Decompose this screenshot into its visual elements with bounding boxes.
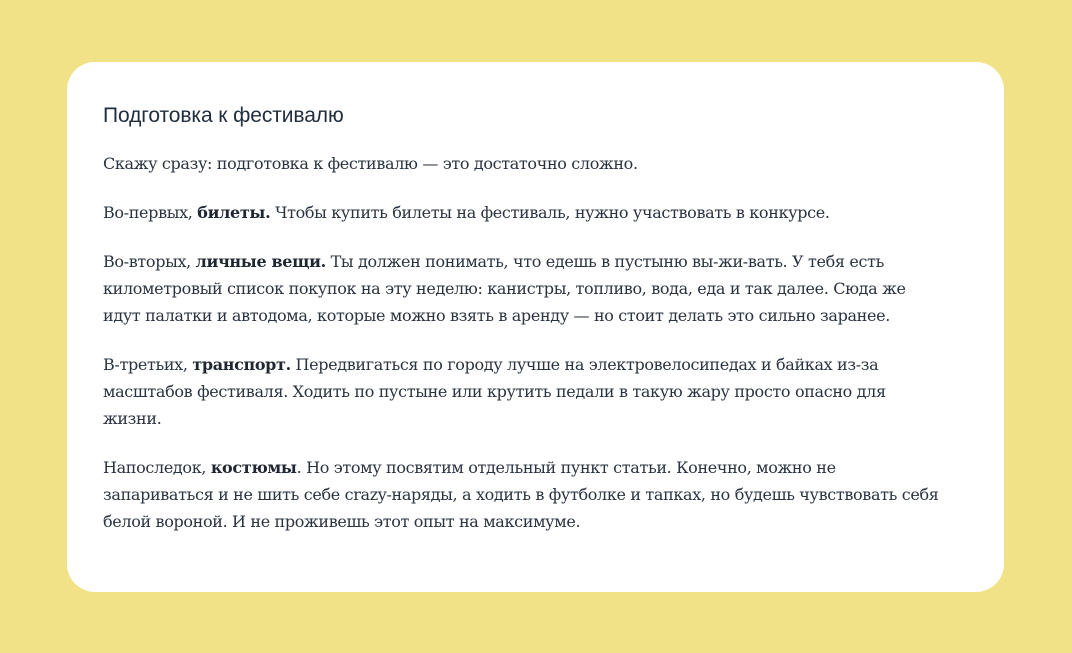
- paragraph-text: Чтобы купить билеты на фестиваль, нужно участвовать в конкурсе.: [270, 203, 830, 222]
- paragraph-text: Передвигаться по городу лучше на электровелосипедах и байках из-за масштабов фестиваля. Ходить по пустыне или крутить педали в такую жару просто опасно для жизни.: [103, 355, 886, 428]
- paragraph-text: В-третьих,: [103, 355, 193, 374]
- article-title: Подготовка к фестивалю: [103, 104, 344, 127]
- paragraph-keyword: костюмы: [210, 458, 297, 477]
- paragraph-personal-items: [103, 248, 943, 329]
- paragraph-costumes: [103, 454, 943, 535]
- paragraph-text: Во-вторых,: [103, 252, 196, 271]
- paragraph-keyword: личные вещи.: [195, 252, 326, 271]
- article-card: [67, 62, 1004, 592]
- paragraph-text: Во-первых,: [103, 203, 198, 222]
- paragraph-transport: [103, 351, 943, 432]
- paragraph-intro: [103, 150, 943, 177]
- paragraph-keyword: транспорт.: [192, 355, 291, 374]
- paragraph-text: Скажу сразу: подготовка к фестивалю — это достаточно сложно.: [103, 154, 638, 173]
- paragraph-tickets: [103, 199, 943, 226]
- paragraph-text: Напоследок,: [103, 458, 211, 477]
- paragraph-text: Ты должен понимать, что едешь в пустыню вы-жи-вать. У тебя есть километровый список покупок на эту неделю: канистры, топливо, вода, еда и так далее. Сюда же идут палатки и автодома, которые можно взять в аренду — но стоит делать это сильно заранее.: [103, 252, 906, 325]
- paragraph-text: . Но этому посвятим отдельный пункт статьи. Конечно, можно не запариваться и не шить себе crazy-наряды, а ходить в футболке и тапках, но будешь чувствовать себя белой вороной. И не проживешь этот опыт на максимуме.: [103, 458, 939, 531]
- paragraph-keyword: билеты.: [197, 203, 271, 222]
